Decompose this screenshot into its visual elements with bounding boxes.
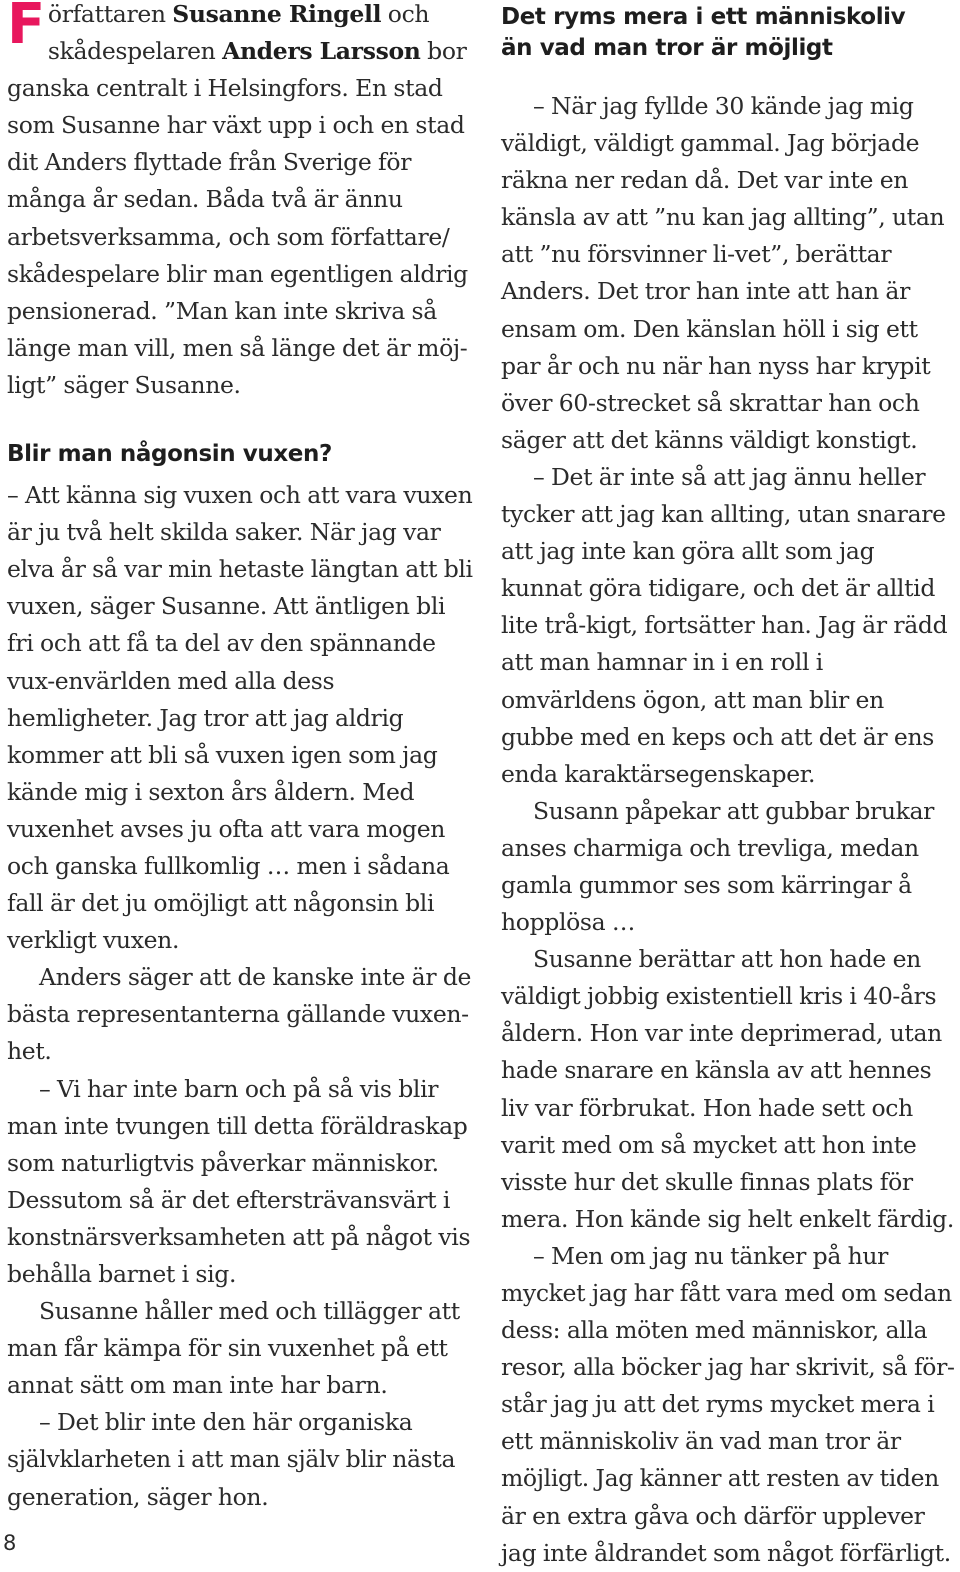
left-column	[7, 0, 477, 1516]
paragraph: – Det blir inte den här organiska självklarheten i att man själv blir nästa generation, säger hon.	[7, 1408, 456, 1511]
section-heading-grownup: Blir man någonsin vuxen?	[7, 441, 332, 468]
paragraph: Susanne berättar att hon hade en väldigt jobbig existentiell kris i 40-års åldern. Hon var inte deprimerad, utan hade snarare en känsla av att hennes liv var förbrukat. Hon hade sett och varit med om så mycket att hon inte visste hur det skulle finnas plats för mera. Hon kände sig helt enkelt färdig.	[501, 945, 954, 1233]
section-heading-lifetime	[501, 2, 960, 64]
paragraph: – Att känna sig vuxen och att vara vuxen är ju två helt skilda saker. När jag var elva år så var min hetaste längtan att bli vuxen, säger Susanne. Att äntligen bli fri och att få ta del av den spännande vux-envärlden med alla dess hemligheter. Jag tror att jag aldrig kommer att bli så vuxen igen som jag kände mig i sexton års åldern. Med vuxenhet avses ju ofta att vara mogen och ganska fullkomlig … men i sådana fall är det ju omöjligt att någonsin bli verkligt vuxen.	[7, 481, 473, 955]
lead-paragraph	[7, 0, 477, 404]
heading-line-1: Det ryms mera i ett människoliv	[501, 4, 906, 30]
right-column	[501, 0, 960, 1572]
lead-text-2: och skådespelaren	[47, 0, 430, 66]
heading-line-2: än vad man tror är möjligt	[501, 35, 833, 61]
drop-cap: F	[7, 0, 45, 57]
paragraph: – Men om jag nu tänker på hur mycket jag har fått vara med om sedan dess: alla möten med människor, alla resor, alla böcker jag har skrivit, så för-står jag ju att det ryms mycket mera i ett människoliv än vad man tror är möjligt. Jag känner att resten av tiden är en extra gåva och därför upplever jag inte åldrandet som något förfärligt.	[501, 1241, 955, 1567]
paragraph: – Det är inte så att jag ännu heller tycker att jag kan allting, utan snarare att jag inte kan göra allt som jag kunnat göra tidigare, och det är alltid lite trå-kigt, fortsätter han. Jag är rädd att man hamnar in i en roll i omvärldens ögon, att man blir en gubbe med en keps och att det är ens enda karaktärsegenskaper.	[501, 462, 948, 788]
paragraph: Anders säger att de kanske inte är de bästa representanterna gällande vuxen-het.	[7, 963, 472, 1066]
paragraph: Susann påpekar att gubbar brukar anses charmiga och trevliga, medan gamla gummor ses som kärringar å hopplösa …	[501, 796, 935, 937]
paragraph: Susanne håller med och tillägger att man får kämpa för sin vuxenhet på ett annat sätt om man inte har barn.	[7, 1297, 460, 1400]
paragraph: – När jag fyllde 30 kände jag mig väldigt, väldigt gammal. Jag började räkna ner redan då. Det var inte en känsla av att ”nu kan jag allting”, utan att ”nu försvinner li-vet”, berättar Anders. Det tror han inte att han är ensam om. Den känslan höll i sig ett par år och nu när han nyss har krypit över 60-strecket så skrattar han och säger att det känns väldigt konstigt.	[501, 92, 945, 454]
paragraph: – Vi har inte barn och på så vis blir man inte tvungen till detta föräldraskap som naturligtvis påverkar människor. Dessutom så är det eftersträvansvärt i konstnärsverksamheten att på något vis behålla barnet i sig.	[7, 1074, 471, 1288]
lead-text-1: örfattaren	[47, 0, 173, 28]
author-name: Susanne Ringell	[172, 0, 382, 28]
actor-name: Anders Larsson	[222, 37, 421, 66]
lead-text-3: bor ganska centralt i Helsingfors. En stad som Susanne har växt upp i och en stad dit Anders flyttade från Sverige för många år sedan. Båda två är ännu arbetsverksamma, och som författare/ skådespelare blir man egentligen aldrig pensionerad. ”Man kan inte skriva så länge man vill, men så länge det är möj-ligt” säger Susanne.	[7, 37, 468, 399]
page-number: 8	[3, 1531, 17, 1555]
